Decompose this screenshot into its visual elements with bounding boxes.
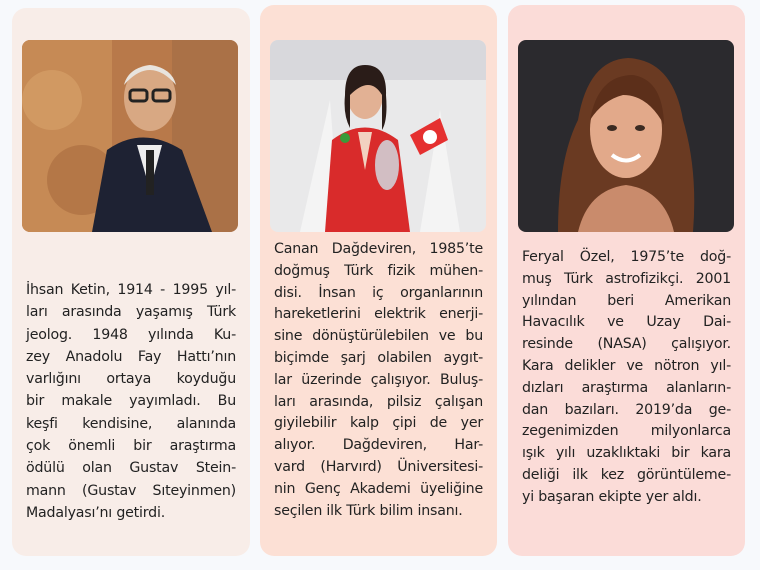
- bio-line: Madalyası’nı getirdi.: [26, 504, 166, 521]
- bio-text: [26, 279, 236, 524]
- bio-line: lar üzerinde çalışıyor. Buluş-: [274, 371, 483, 388]
- bio-line: doğmuş Türk fizik mühen-: [274, 262, 483, 279]
- card-ihsan-ketin: [12, 8, 250, 556]
- bio-line: bir makale yayımladı. Bu: [26, 393, 236, 410]
- bio-line: alıyor. Dağdeviren, Har-: [274, 437, 483, 454]
- bio-line: yılından beri Amerikan: [522, 292, 731, 309]
- bio-line: ları arasında, pilsiz çalışan: [274, 393, 483, 410]
- bio-line: Canan Dağdeviren, 1985’te: [274, 241, 483, 257]
- bio-line: Kara delikler ve nötron yıl-: [522, 357, 731, 374]
- bio-line: muş Türk astrofizikçi. 2001: [522, 270, 731, 287]
- bio-line: nin Genç Akademi üyeliğine: [274, 480, 483, 497]
- bio-line: deliği ilk kez görüntüleme-: [522, 466, 731, 483]
- bio-text: [522, 247, 731, 509]
- bio-line: dızları araştırma alanların-: [522, 379, 731, 396]
- bio-line: Feryal Özel, 1975’te doğ-: [522, 249, 731, 265]
- bio-text: [274, 239, 483, 522]
- photo-canan-dagdeviren: [270, 40, 486, 232]
- bio-line: jeolog. 1948 yılında Ku-: [26, 326, 236, 343]
- bio-line: yi başaran ekipte yer aldı.: [522, 488, 702, 505]
- bio-line: resinde (NASA) çalışıyor.: [522, 336, 731, 353]
- bio-line: zegenimizden milyonlarca: [522, 423, 731, 440]
- bio-line: mann (Gustav Sıteyinmen): [26, 482, 236, 499]
- bio-line: hareketlerini elektrik enerji-: [274, 306, 483, 323]
- bio-line: çok önemli bir araştırma: [26, 438, 236, 455]
- bio-line: seçilen ilk Türk bilim insanı.: [274, 502, 463, 519]
- bio-line: varlığını ortaya koyduğu: [26, 371, 236, 388]
- photo-feryal-ozel: [518, 40, 734, 232]
- bio-line: ları arasında yaşamış Türk: [26, 304, 236, 321]
- bio-line: keşfi kendisine, alanında: [26, 415, 236, 432]
- bio-line: ödülü olan Gustav Stein-: [26, 460, 236, 477]
- bio-line: vard (Harvırd) Üniversitesi-: [274, 458, 483, 475]
- card-canan-dagdeviren: [260, 5, 497, 556]
- photo-ihsan-ketin: [22, 40, 238, 232]
- bio-line: ışık yılı uzaklıktaki bir kara: [522, 445, 731, 462]
- bio-line: dan bazıları. 2019’da ge-: [522, 401, 731, 418]
- bio-line: İhsan Ketin, 1914 - 1995 yıl-: [26, 282, 236, 298]
- bio-line: biçimde şarj olabilen aygıt-: [274, 349, 483, 366]
- bio-line: Havacılık ve Uzay Dai-: [522, 314, 731, 331]
- bio-line: zey Anadolu Fay Hattı’nın: [26, 348, 236, 365]
- bio-line: giyilebilir kalp çipi de yer: [274, 415, 483, 432]
- card-feryal-ozel: [508, 5, 745, 556]
- bio-line: disi. İnsan iç organlarının: [274, 284, 483, 301]
- bio-line: sine dönüştürülebilen ve bu: [274, 328, 483, 345]
